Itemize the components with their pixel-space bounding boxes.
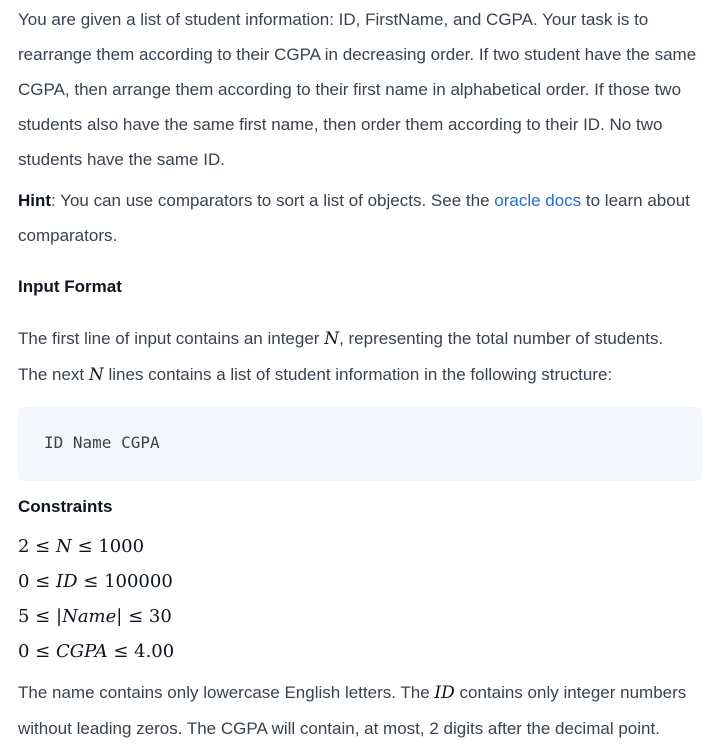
constraint-line: [18, 529, 708, 564]
constraint-op: ≤: [29, 571, 56, 592]
var-id: ID: [434, 683, 455, 703]
constraint-line: [18, 599, 708, 634]
input-structure-code: ID Name CGPA: [44, 433, 160, 452]
constraint-op: ≤: [29, 536, 56, 557]
footer-paragraph: [18, 675, 708, 746]
constraint-high: 4.00: [134, 641, 175, 662]
footer-after: contains only integer numbers without leading zeros. The CGPA will contain, at most, 2 digits after the decimal point.: [18, 683, 687, 738]
input-line2-after: lines contains a list of student information in the following structure:: [103, 365, 613, 384]
constraint-low: 5: [18, 606, 30, 627]
hint-text-after: to learn about comparators.: [18, 191, 690, 245]
constraint-op: ≤: [71, 536, 99, 557]
constraint-high: 1000: [98, 536, 145, 557]
constraint-low: 0: [18, 641, 30, 662]
constraint-var: CGPA: [55, 641, 108, 662]
input-structure-code-block: [18, 407, 702, 481]
input-format-heading: Input Format: [18, 277, 122, 296]
input-line1-before: The first line of input contains an integer: [18, 329, 325, 348]
intro-paragraph: You are given a list of student information: ID, FirstName, and CGPA. Your task is to rearrange them according to their CGPA in decreasing order. If two student have the same CGPA, then arrange them according to their first name in alphabetical order. If those two students also have the same first name, then order them according to their ID. No two students have the same ID.: [18, 10, 697, 169]
constraint-var: N: [55, 536, 72, 557]
abs-bar-left: |: [55, 606, 63, 627]
var-n: N: [324, 329, 340, 349]
constraint-op: ≤: [77, 571, 105, 592]
hint-text-before: : You can use comparators to sort a list of objects. See the: [51, 191, 495, 210]
constraints-list: [18, 529, 708, 669]
constraint-var: ID: [55, 571, 78, 592]
constraint-low: 2: [18, 536, 30, 557]
constraint-high: 30: [148, 606, 172, 627]
input-format-text: [18, 321, 708, 393]
constraint-line: [18, 634, 708, 669]
hint-paragraph: [18, 183, 708, 253]
constraint-op: ≤: [122, 606, 149, 627]
abs-bar-right: |: [116, 606, 123, 627]
constraint-low: 0: [18, 571, 30, 592]
constraint-op: ≤: [29, 641, 56, 662]
footer-before: The name contains only lowercase English letters. The: [18, 683, 435, 702]
constraint-line: [18, 564, 708, 599]
constraints-heading: Constraints: [18, 497, 113, 516]
var-n-2: N: [88, 365, 104, 385]
constraint-var: Name: [62, 606, 117, 627]
problem-statement: [18, 0, 708, 746]
constraint-op: ≤: [29, 606, 56, 627]
constraint-high: 100000: [104, 571, 173, 592]
hint-label: Hint: [18, 191, 52, 210]
input-line2-before: The next: [18, 365, 89, 384]
constraint-op: ≤: [107, 641, 135, 662]
input-line1-after: , representing the total number of students.: [339, 329, 664, 348]
oracle-docs-link[interactable]: oracle docs: [494, 191, 582, 210]
